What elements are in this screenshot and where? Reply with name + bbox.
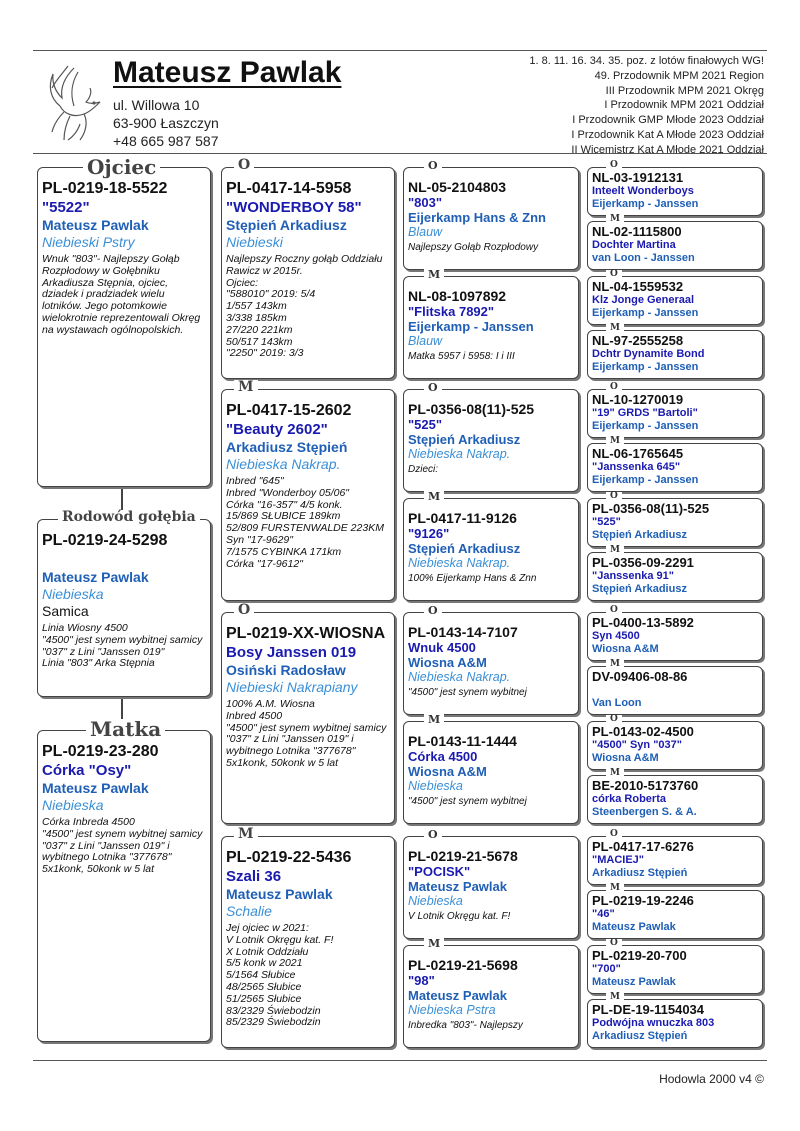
gen4-label-o: O: [606, 161, 622, 170]
gen2-notes: Inbred "645" Inbred "Wonderboy 05/06" Córka "16-357" 4/5 konk. 15/869 SŁUBICE 189km 52/809 FURSTENWALDE 223KM Syn "17-9629" 7/1575 CYBINKA 171km Córka "17-9612": [226, 475, 384, 570]
gen4-label-o: O: [606, 830, 622, 839]
gen4-card[interactable]: [587, 276, 763, 325]
gen4-name: "Janssenka 91": [592, 570, 674, 582]
gen2-notes: Jej ojciec w 2021: V Lotnik Okręgu kat. F! X Lotnik Oddziału 5/5 konk w 2021 5/1564 Słubice 48/2565 Słubice 51/2565 Słubice 83/2329 Świebodzin 85/2329 Świebodzin: [226, 922, 334, 1029]
pigeon-sex: Samica: [42, 603, 89, 619]
gen2-breeder: Osiński Radosław: [226, 662, 346, 678]
gen2-label-m: M: [234, 380, 258, 394]
gen3-notes: Inbredka "803"- Najlepszy: [408, 1020, 523, 1031]
gen4-name: Podwójna wnuczka 803: [592, 1017, 715, 1029]
gen3-ring: PL-0356-08(11)-525: [408, 401, 535, 417]
gen4-breeder: Eijerkamp - Janssen: [592, 419, 699, 432]
gen4-ring: PL-0400-13-5892: [592, 615, 694, 630]
father-card[interactable]: [37, 167, 211, 487]
gen4-name: Syn 4500: [592, 630, 640, 642]
pedigree-label: Rodowód gołębia: [58, 510, 200, 524]
gen3-card[interactable]: [403, 389, 579, 492]
gen4-breeder: Arkadiusz Stępień: [592, 866, 688, 879]
top-rule: [33, 50, 767, 51]
gen3-breeder: Mateusz Pawlak: [408, 988, 507, 1003]
gen4-ring: NL-06-1765645: [592, 446, 684, 461]
gen4-card[interactable]: [587, 443, 763, 492]
gen3-label-o: O: [424, 160, 442, 171]
pigeon-card[interactable]: [37, 519, 211, 697]
gen2-name: "Beauty 2602": [226, 421, 328, 438]
father-notes: Wnuk "803"- Najlepszy Gołąb Rozpłodowy w Gołębniku Arkadiusza Stępnia, ojciec, dziadek i pradziadek wielu lotników. Jego potomkowie wielokrotnie reprezentowali Okręg na wystawach ogólnopolskich.: [42, 253, 201, 336]
address-city: 63-900 Łaszczyn: [113, 115, 219, 131]
gen4-card[interactable]: [587, 890, 763, 939]
father-label: Ojciec: [83, 157, 160, 177]
achievement-line: III Przodownik MPM 2021 Okręg: [605, 84, 764, 97]
gen3-notes: 100% Eijerkamp Hans & Znn: [408, 573, 537, 584]
mother-name: Córka "Osy": [42, 762, 132, 779]
gen3-ring: NL-08-1097892: [408, 288, 507, 304]
gen4-breeder: Wiosna A&M: [592, 751, 659, 764]
gen2-color: Schalie: [226, 903, 272, 919]
footer-rule: [33, 1060, 767, 1061]
gen2-ring: PL-0417-14-5958: [226, 180, 352, 197]
gen3-breeder: Eijerkamp Hans & Znn: [408, 210, 546, 225]
gen2-color: Niebieska Nakrap.: [226, 456, 341, 472]
gen4-card[interactable]: [587, 666, 763, 715]
gen3-label-m: M: [424, 491, 444, 502]
gen3-color: Niebieska: [408, 779, 463, 793]
gen3-color: Niebieska Nakrap.: [408, 670, 511, 684]
gen3-ring: PL-0143-14-7107: [408, 624, 518, 640]
gen3-card[interactable]: [403, 167, 579, 270]
father-name: "5522": [42, 199, 90, 216]
gen3-name: "POCISK": [408, 864, 471, 879]
gen3-ring: PL-0417-11-9126: [408, 510, 517, 526]
gen2-breeder: Mateusz Pawlak: [226, 886, 333, 902]
gen3-notes: V Lotnik Okręgu kat. F!: [408, 911, 511, 922]
gen3-label-o: O: [424, 382, 442, 393]
achievement-line: I Przodownik GMP Młode 2023 Oddział: [572, 114, 764, 127]
gen3-notes: "4500" jest synem wybitnej: [408, 687, 527, 698]
gen2-card-ff[interactable]: [221, 167, 395, 379]
gen3-notes: Najlepszy Gołąb Rozpłodowy: [408, 242, 539, 253]
gen4-card[interactable]: [587, 721, 763, 770]
mother-notes: Córka Inbreda 4500 "4500" jest synem wybitnej samicy "037" z Lini "Janssen 019" i wybitnego Lotnika "377678" 5x1konk, 50konk w 5 lat: [42, 816, 203, 876]
gen2-color: Niebieski: [226, 234, 283, 250]
gen3-name: Wnuk 4500: [408, 640, 476, 655]
gen4-ring: PL-0219-19-2246: [592, 893, 694, 908]
gen4-label-o: O: [606, 492, 622, 501]
gen4-label-m: M: [606, 660, 624, 669]
gen4-ring: DV-09406-08-86: [592, 669, 688, 684]
gen4-ring: PL-0356-09-2291: [592, 555, 694, 570]
gen2-card-mf[interactable]: [221, 612, 395, 824]
gen4-label-m: M: [606, 215, 624, 224]
gen2-ring: PL-0219-XX-WIOSNA: [226, 625, 386, 642]
gen3-color: Blauw: [408, 334, 443, 348]
gen2-color: Niebieski Nakrapiany: [226, 679, 358, 695]
phone-number: +48 665 987 587: [113, 133, 219, 149]
gen4-breeder: Mateusz Pawlak: [592, 975, 676, 988]
gen3-breeder: Stępień Arkadiusz: [408, 432, 521, 447]
gen3-card[interactable]: [403, 276, 579, 379]
pigeon-breeder: Mateusz Pawlak: [42, 569, 149, 585]
gen4-ring: BE-2010-5173760: [592, 778, 699, 793]
gen4-ring: PL-0417-17-6276: [592, 839, 694, 854]
gen4-name: "MACIEJ": [592, 854, 644, 866]
gen4-breeder: Eijerkamp - Janssen: [592, 197, 699, 210]
gen4-name: Klz Jonge Generaal: [592, 294, 695, 306]
father-breeder: Mateusz Pawlak: [42, 217, 149, 233]
achievement-line: 49. Przodownik MPM 2021 Region: [594, 69, 764, 82]
gen3-color: Niebieska Nakrap.: [408, 447, 511, 461]
gen3-name: "803": [408, 195, 443, 210]
achievement-line: I Przodownik Kat A Młode 2023 Oddział: [571, 128, 764, 141]
gen3-color: Niebieska Pstra: [408, 1003, 496, 1017]
gen4-breeder: Eijerkamp - Janssen: [592, 360, 699, 373]
gen2-name: "WONDERBOY 58": [226, 199, 362, 216]
gen4-card[interactable]: [587, 221, 763, 270]
gen3-color: Blauw: [408, 225, 443, 239]
gen3-label-m: M: [424, 269, 444, 280]
gen4-label-m: M: [606, 546, 624, 555]
gen2-notes: 100% A.M. Wiosna Inbred 4500 "4500" jest synem wybitnej samicy "037" z Lini "Janssen 019" i wybitnego Lotnika "377678" 5x1konk, 50konk w 5 lat: [226, 698, 387, 769]
owner-name: Mateusz Pawlak: [113, 56, 342, 89]
gen3-color: Niebieska Nakrap.: [408, 556, 511, 570]
gen4-label-o: O: [606, 383, 622, 392]
gen3-notes: Matka 5957 i 5958: I i III: [408, 351, 515, 362]
gen3-name: "525": [408, 417, 443, 432]
mother-card[interactable]: [37, 730, 211, 1042]
gen4-ring: NL-97-2555258: [592, 333, 684, 348]
gen4-ring: NL-04-1559532: [592, 279, 684, 294]
achievement-line: 1. 8. 11. 16. 34. 35. poz. z lotów finałowych WG!: [529, 55, 764, 67]
gen4-ring: PL-DE-19-1154034: [592, 1002, 705, 1017]
gen3-name: Córka 4500: [408, 749, 478, 764]
gen4-ring: NL-02-1115800: [592, 224, 682, 239]
pigeon-ring: PL-0219-24-5298: [42, 532, 168, 549]
mother-color: Niebieska: [42, 797, 104, 813]
gen3-ring: PL-0219-21-5678: [408, 848, 518, 864]
gen3-card[interactable]: [403, 612, 579, 715]
gen4-label-o: O: [606, 606, 622, 615]
gen4-card[interactable]: [587, 389, 763, 438]
dove-icon: [44, 62, 104, 144]
gen2-breeder: Arkadiusz Stępień: [226, 439, 348, 455]
gen4-breeder: Stępień Arkadiusz: [592, 528, 687, 541]
gen3-card[interactable]: [403, 498, 579, 601]
gen3-breeder: Eijerkamp - Janssen: [408, 319, 534, 334]
gen4-breeder: van Loon - Janssen: [592, 251, 695, 264]
gen4-label-m: M: [606, 769, 624, 778]
gen4-name: "46": [592, 908, 615, 920]
gen3-ring: PL-0143-11-1444: [408, 733, 517, 749]
gen3-name: "9126": [408, 526, 450, 541]
gen2-ring: PL-0219-22-5436: [226, 849, 352, 866]
gen3-card[interactable]: [403, 721, 579, 824]
gen3-breeder: Mateusz Pawlak: [408, 879, 507, 894]
gen4-card[interactable]: [587, 552, 763, 601]
gen3-label-o: O: [424, 605, 442, 616]
gen3-label-m: M: [424, 714, 444, 725]
gen4-card[interactable]: [587, 330, 763, 379]
gen4-breeder: Mateusz Pawlak: [592, 920, 676, 933]
gen4-card[interactable]: [587, 612, 763, 661]
gen3-breeder: Stępień Arkadiusz: [408, 541, 521, 556]
gen3-label-m: M: [424, 938, 444, 949]
gen4-name: Dochter Martina: [592, 239, 676, 251]
gen4-label-m: M: [606, 437, 624, 446]
mother-breeder: Mateusz Pawlak: [42, 780, 149, 796]
gen4-breeder: Steenbergen S. & A.: [592, 805, 697, 818]
gen4-breeder: Van Loon: [592, 696, 642, 709]
gen4-card[interactable]: [587, 775, 763, 824]
gen3-card[interactable]: [403, 836, 579, 939]
gen2-label-m: M: [234, 827, 258, 841]
gen4-name: "4500" Syn "037": [592, 739, 682, 751]
gen4-ring: PL-0356-08(11)-525: [592, 501, 710, 516]
father-ring: PL-0219-18-5522: [42, 180, 168, 197]
gen3-label-o: O: [424, 829, 442, 840]
gen2-ring: PL-0417-15-2602: [226, 402, 352, 419]
gen4-breeder: Wiosna A&M: [592, 642, 659, 655]
gen4-breeder: Arkadiusz Stępień: [592, 1029, 688, 1042]
gen4-label-o: O: [606, 715, 622, 724]
gen4-label-m: M: [606, 884, 624, 893]
father-color: Niebieski Pstry: [42, 234, 135, 250]
footer-credit: Hodowla 2000 v4 ©: [659, 1072, 764, 1086]
gen4-name: córka Roberta: [592, 793, 666, 805]
gen3-breeder: Wiosna A&M: [408, 655, 487, 670]
gen3-ring: PL-0219-21-5698: [408, 957, 518, 973]
gen3-breeder: Wiosna A&M: [408, 764, 487, 779]
gen4-label-o: O: [606, 939, 622, 948]
gen4-card[interactable]: [587, 167, 763, 216]
gen3-ring: NL-05-2104803: [408, 179, 507, 195]
gen4-label-m: M: [606, 993, 624, 1002]
gen3-name: "Flitska 7892": [408, 304, 495, 319]
gen4-name: "Janssenka 645": [592, 461, 681, 473]
gen4-name: [592, 684, 758, 697]
gen4-breeder: Stępień Arkadiusz: [592, 582, 687, 595]
gen4-breeder: Eijerkamp - Janssen: [592, 306, 699, 319]
gen4-breeder: Eijerkamp - Janssen: [592, 473, 699, 486]
gen3-notes: Dzieci:: [408, 464, 439, 475]
gen4-card[interactable]: [587, 498, 763, 547]
achievements-list: [529, 54, 764, 158]
gen4-label-m: M: [606, 324, 624, 333]
gen2-card-mm[interactable]: [221, 836, 395, 1048]
gen4-name: "19" GRDS "Bartoli": [592, 407, 698, 419]
gen4-name: Inteelt Wonderboys: [592, 185, 694, 197]
gen3-color: Niebieska: [408, 894, 463, 908]
gen2-name: Bosy Janssen 019: [226, 644, 357, 661]
gen4-name: "700": [592, 963, 621, 975]
gen3-card[interactable]: [403, 945, 579, 1048]
gen4-name: "525": [592, 516, 621, 528]
gen4-ring: NL-03-1912131: [592, 170, 684, 185]
pigeon-color: Niebieska: [42, 586, 104, 602]
gen4-name: Dchtr Dynamite Bond: [592, 348, 705, 360]
gen3-name: "98": [408, 973, 435, 988]
mother-label: Matka: [86, 719, 165, 739]
address-street: ul. Willowa 10: [113, 97, 200, 113]
gen2-name: Szali 36: [226, 868, 282, 885]
gen2-label-o: O: [234, 603, 254, 617]
gen2-notes: Najlepszy Roczny gołąb Oddziału Rawicz w 2015r. Ojciec: "588010" 2019: 5/4 1/557 143km 3/338 185km 27/220 221km 50/517 143km "2250" 2019: 3/3: [226, 253, 383, 360]
gen4-label-o: O: [606, 270, 622, 279]
gen2-card-fm[interactable]: [221, 389, 395, 601]
gen4-card[interactable]: [587, 945, 763, 994]
gen4-card[interactable]: [587, 836, 763, 885]
achievement-line: I Przodownik MPM 2021 Oddział: [604, 99, 764, 112]
gen4-ring: PL-0143-02-4500: [592, 724, 694, 739]
gen4-ring: PL-0219-20-700: [592, 948, 687, 963]
gen2-label-o: O: [234, 158, 254, 172]
gen3-notes: "4500" jest synem wybitnej: [408, 796, 527, 807]
gen4-card[interactable]: [587, 999, 763, 1048]
achievement-line: II Wicemistrz Kat A Młode 2021 Oddział: [571, 143, 764, 156]
gen4-ring: NL-10-1270019: [592, 392, 684, 407]
mother-ring: PL-0219-23-280: [42, 743, 159, 760]
pigeon-notes: Linia Wiosny 4500 "4500" jest synem wybitnej samicy "037" z Lini "Janssen 019" Linia "803" Arka Stępnia: [42, 622, 203, 670]
gen2-breeder: Stępień Arkadiusz: [226, 217, 347, 233]
header-rule: [33, 153, 767, 154]
